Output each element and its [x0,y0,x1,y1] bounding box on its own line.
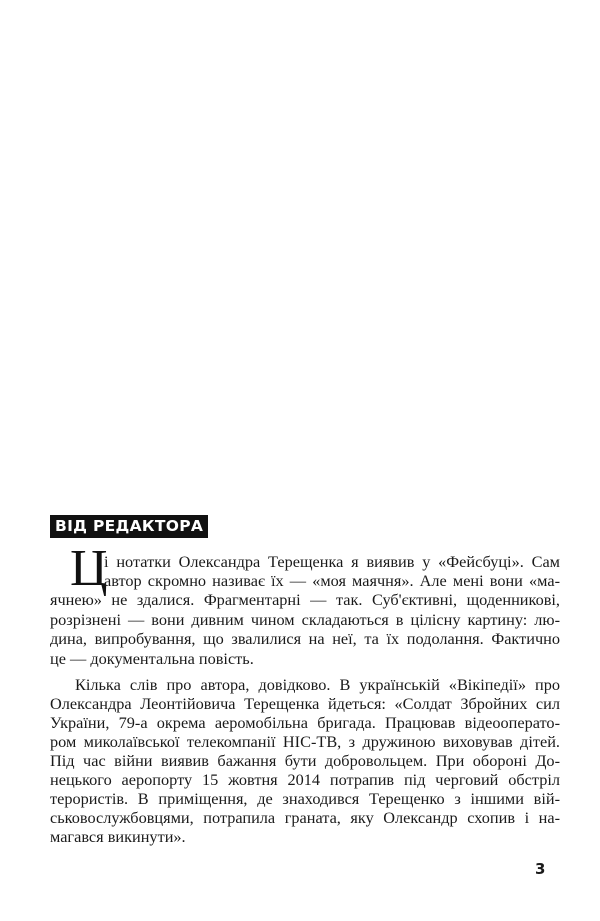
text-line: дина, випробування, що звалилися на неї, та їх подолання. Фактично [50,629,560,648]
text-line: ячнею» не здалися. Фрагментарні — так. Суб'єктивні, щоденникові, [50,590,560,609]
text-line: це — документальна повість. [50,649,254,668]
text-line: Олександра Леонтійовича Терещенка йдеться: «Солдат Збройних сил [50,694,560,713]
text-line: ськовослужбовцями, потрапила граната, яку Олександр схопив і на- [50,808,560,827]
drop-cap: Ц [70,540,108,597]
text-line: ром миколаївської телекомпанії НІС-ТВ, з дружиною виховував дітей. [50,732,560,751]
text-line: і нотатки Олександра Терещенка я виявив у «Фейсбуці». Сам [104,552,560,571]
text-line: Під час війни виявив бажання бути добровольцем. При обороні До- [50,751,560,770]
text-line: України, 79-а окрема аеромобільна бригада. Працював відеооперато- [50,713,560,732]
section-heading: ВІД РЕДАКТОРА [50,515,208,538]
text-line: терористів. В приміщення, де знаходився Терещенко з іншими вій- [50,789,560,808]
text-line: автор скромно називає їх — «моя маячня». Але мені вони «ма- [104,571,560,590]
text-line: нецького аеропорту 15 жовтня 2014 потрапив під черговий обстріл [50,770,560,789]
page-number: 3 [535,860,546,878]
text-line: Кілька слів про автора, довідково. В українській «Вікіпедії» про [75,675,560,694]
text-line: розрізнені — вони дивним чином складаються в цілісну картину: лю- [50,610,560,629]
text-line: магався викинути». [50,827,186,846]
